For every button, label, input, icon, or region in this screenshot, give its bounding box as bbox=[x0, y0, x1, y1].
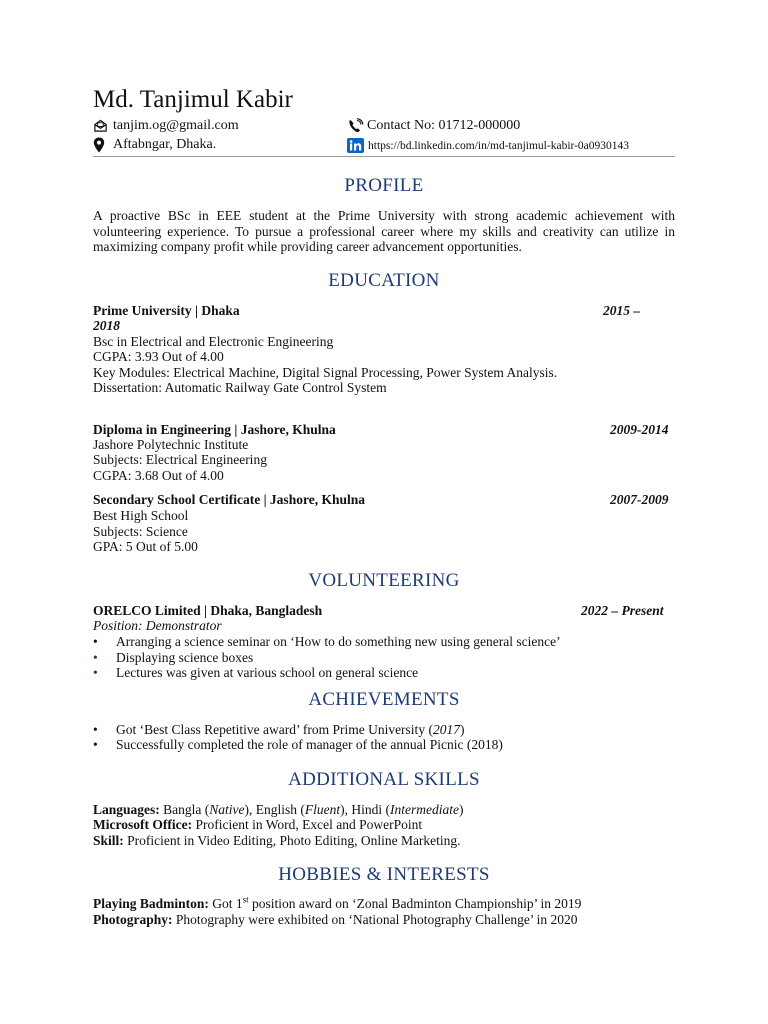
phone-row bbox=[347, 118, 520, 134]
linkedin-row bbox=[347, 138, 629, 153]
linkedin-icon bbox=[347, 138, 364, 153]
education-3-heading: Secondary School Certificate | Jashore, Khulna bbox=[93, 492, 365, 507]
education-3-subjects: Subjects: Science bbox=[93, 524, 188, 539]
volunteering-dates: 2022 – Present bbox=[581, 603, 664, 618]
education-3-gpa: GPA: 5 Out of 5.00 bbox=[93, 539, 198, 554]
volunteering-org: ORELCO Limited | Dhaka, Bangladesh bbox=[93, 603, 323, 618]
address-row bbox=[93, 137, 216, 153]
profile-heading: PROFILE bbox=[344, 175, 424, 196]
education-1-dates-start: 2015 – bbox=[603, 303, 641, 318]
bullet-icon: • bbox=[93, 722, 98, 737]
bullet-icon: • bbox=[93, 737, 98, 752]
education-heading: EDUCATION bbox=[328, 270, 440, 291]
header-divider bbox=[93, 156, 675, 157]
location-pin-icon bbox=[93, 137, 109, 153]
education-2-institute: Jashore Polytechnic Institute bbox=[93, 437, 249, 452]
education-2-heading: Diploma in Engineering | Jashore, Khulna bbox=[93, 422, 336, 437]
achievements-heading: ACHIEVEMENTS bbox=[308, 689, 460, 710]
linkedin-url[interactable]: https://bd.linkedin.com/in/md-tanjimul-kabir-0a0930143 bbox=[368, 139, 630, 152]
bullet-icon: • bbox=[93, 665, 98, 680]
profile-text: A proactive BSc in EEE student at the Prime University with strong academic achievement with volunteering experience. To pursue a professional career where my skills and creativity can utilize in maximizing company profit while providing career advancement opportunities. bbox=[93, 208, 675, 254]
education-3-dates: 2007-2009 bbox=[610, 492, 669, 507]
skills-other: Skill: Proficient in Video Editing, Photo Editing, Online Marketing. bbox=[93, 833, 461, 848]
skills-languages: Languages: Bangla (Native), English (Fluent), Hindi (Intermediate) bbox=[93, 802, 464, 817]
hobby-badminton: Playing Badminton: Got 1st position award on ‘Zonal Badminton Championship’ in 2019 bbox=[93, 894, 582, 911]
skills-heading: ADDITIONAL SKILLS bbox=[288, 769, 480, 790]
skills-office: Microsoft Office: Proficient in Word, Excel and PowerPoint bbox=[93, 817, 423, 832]
candidate-name: Md. Tanjimul Kabir bbox=[93, 86, 293, 113]
envelope-icon bbox=[93, 118, 109, 134]
address-text: Aftabngar, Dhaka. bbox=[113, 137, 217, 152]
education-1-modules: Key Modules: Electrical Machine, Digital Signal Processing, Power System Analysis. bbox=[93, 365, 558, 380]
education-1-dates-end: 2018 bbox=[93, 318, 120, 333]
education-1-dissertation: Dissertation: Automatic Railway Gate Control System bbox=[93, 380, 387, 395]
email-text[interactable]: tanjim.og@gmail.com bbox=[113, 118, 239, 133]
education-2-subjects: Subjects: Electrical Engineering bbox=[93, 452, 267, 467]
education-2-dates: 2009-2014 bbox=[610, 422, 669, 437]
volunteering-position: Position: Demonstrator bbox=[93, 618, 222, 633]
email-row bbox=[93, 118, 239, 134]
hobbies-heading: HOBBIES & INTERESTS bbox=[278, 864, 490, 885]
phone-text: Contact No: 01712-000000 bbox=[367, 118, 521, 133]
bullet-icon: • bbox=[93, 634, 98, 649]
phone-icon bbox=[347, 118, 363, 134]
hobby-photography: Photography: Photography were exhibited on ‘National Photography Challenge’ in 2020 bbox=[93, 912, 578, 927]
volunteering-heading: VOLUNTEERING bbox=[308, 570, 460, 591]
education-1-heading: Prime University | Dhaka bbox=[93, 303, 240, 318]
education-2-cgpa: CGPA: 3.68 Out of 4.00 bbox=[93, 468, 224, 483]
bullet-icon: • bbox=[93, 650, 98, 665]
education-1-degree: Bsc in Electrical and Electronic Engineering bbox=[93, 334, 334, 349]
education-3-school: Best High School bbox=[93, 508, 189, 523]
education-1-cgpa: CGPA: 3.93 Out of 4.00 bbox=[93, 349, 224, 364]
